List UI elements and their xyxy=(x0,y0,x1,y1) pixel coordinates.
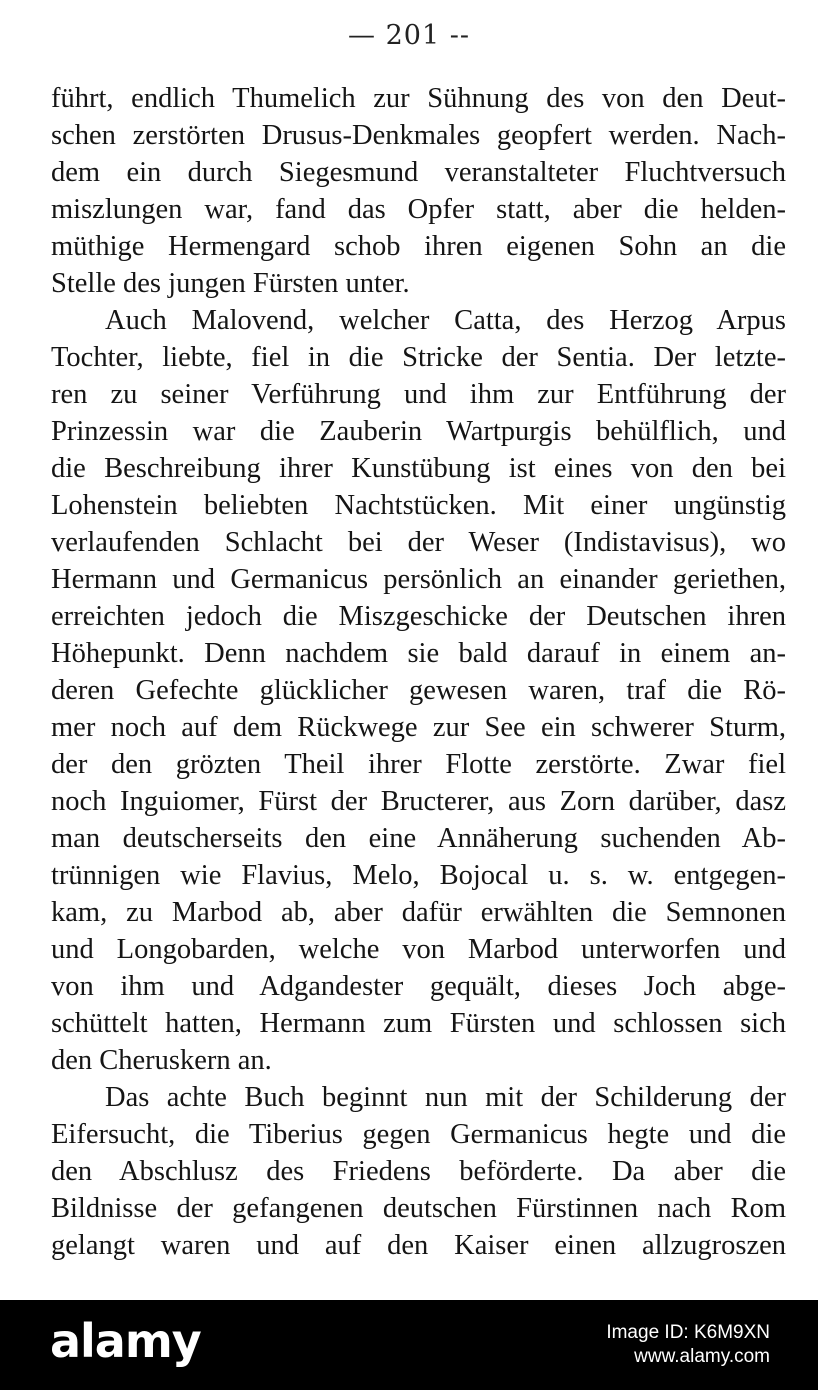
text-line: Eifersucht, die Tiberius gegen Germanicus hegte und die xyxy=(51,1119,786,1150)
text-line: müthige Hermengard schob ihren eigenen Sohn an die xyxy=(51,231,786,262)
text-line: noch Inguiomer, Fürst der Bructerer, aus Zorn darüber, dasz xyxy=(51,786,786,817)
text-line: von ihm und Adgandester gequält, dieses Joch abge- xyxy=(51,971,786,1002)
body-text xyxy=(51,80,786,1264)
image-id-label: Image ID: K6M9XN xyxy=(606,1322,770,1343)
footer-url: www.alamy.com xyxy=(634,1346,770,1367)
text-line: den Cheruskern an. xyxy=(51,1045,272,1076)
watermark-footer-bar xyxy=(0,1300,818,1390)
text-line: schen zerstörten Drusus-Denkmales geopfert werden. Nach- xyxy=(51,120,786,151)
text-line: Lohenstein beliebten Nachtstücken. Mit einer ungünstig xyxy=(51,490,786,521)
text-line: ren zu seiner Verführung und ihm zur Entführung der xyxy=(51,379,786,410)
text-line: führt, endlich Thumelich zur Sühnung des von den Deut- xyxy=(51,83,786,114)
text-line: deren Gefechte glücklicher gewesen waren, traf die Rö- xyxy=(51,675,786,706)
text-line: Das achte Buch beginnt nun mit der Schilderung der xyxy=(105,1082,786,1113)
text-line: Bildnisse der gefangenen deutschen Fürstinnen nach Rom xyxy=(51,1193,786,1224)
text-line: trünnigen wie Flavius, Melo, Bojocal u. s. w. entgegen- xyxy=(51,860,786,891)
text-line: mer noch auf dem Rückwege zur See ein schwerer Sturm, xyxy=(51,712,786,743)
text-line: Prinzessin war die Zauberin Wartpurgis behülflich, und xyxy=(51,416,786,447)
text-line: kam, zu Marbod ab, aber dafür erwählten die Semnonen xyxy=(51,897,786,928)
alamy-logo: alamy xyxy=(50,1314,201,1368)
page-number: — 201 -- xyxy=(348,20,470,51)
text-line: der den grözten Theil ihrer Flotte zerstörte. Zwar fiel xyxy=(51,749,786,780)
text-line: erreichten jedoch die Miszgeschicke der Deutschen ihren xyxy=(51,601,786,632)
text-line: gelangt waren und auf den Kaiser einen allzugroszen xyxy=(51,1230,786,1261)
text-line: dem ein durch Siegesmund veranstalteter Fluchtversuch xyxy=(51,157,786,188)
text-line: Stelle des jungen Fürsten unter. xyxy=(51,268,410,299)
text-line: die Beschreibung ihrer Kunstübung ist eines von den bei xyxy=(51,453,786,484)
text-line: Auch Malovend, welcher Catta, des Herzog Arpus xyxy=(105,305,786,336)
text-line: Tochter, liebte, fiel in die Stricke der Sentia. Der letzte- xyxy=(51,342,786,373)
text-line: man deutscherseits den eine Annäherung suchenden Ab- xyxy=(51,823,786,854)
text-line: schüttelt hatten, Hermann zum Fürsten und schlossen sich xyxy=(51,1008,786,1039)
text-line: verlaufenden Schlacht bei der Weser (Indistavisus), wo xyxy=(51,527,786,558)
text-line: Hermann und Germanicus persönlich an einander geriethen, xyxy=(51,564,786,595)
text-line: und Longobarden, welche von Marbod unterworfen und xyxy=(51,934,786,965)
text-line: miszlungen war, fand das Opfer statt, aber die helden- xyxy=(51,194,786,225)
text-line: den Abschlusz des Friedens beförderte. Da aber die xyxy=(51,1156,786,1187)
text-line: Höhepunkt. Denn nachdem sie bald darauf in einem an- xyxy=(51,638,786,669)
